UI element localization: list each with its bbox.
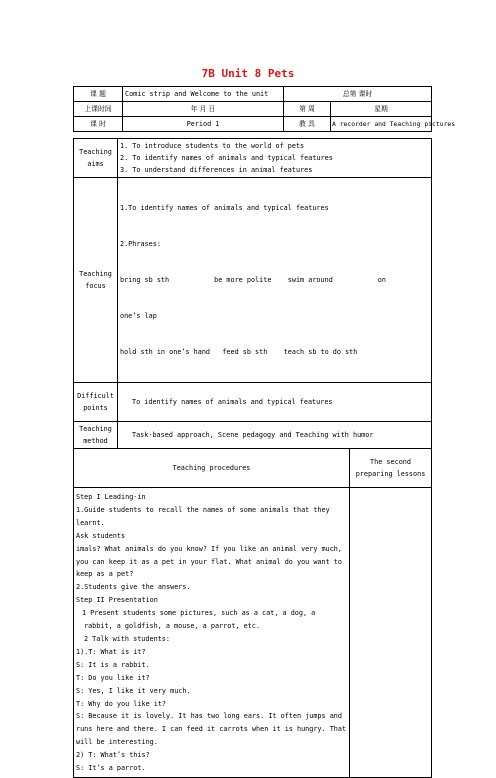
- procedure-line: Step I Leading-in: [76, 493, 146, 501]
- aims-item: 3. To understand differences in animal features: [120, 166, 313, 174]
- focus-line: 2.Phrases:: [120, 240, 161, 248]
- period-value: Period 1: [123, 117, 284, 132]
- week-label: 第 周: [284, 102, 331, 117]
- weekday-label: 星期: [331, 102, 432, 117]
- topic-value: Comic strip and Welcome to the unit: [123, 87, 284, 102]
- second-preparing-notes: [350, 488, 432, 778]
- procedure-line: 1 Present students some pictures, such as a cat, a dog, a rabbit, a goldfish, a mouse, a parrot, etc.: [82, 609, 316, 631]
- focus-line: bring sb sth be more polite swim around on: [120, 276, 386, 284]
- procedure-line: 2.Students give the answers.: [76, 583, 191, 592]
- procedure-line: 1.Guide students to recall the names of some animals that they learnt.: [76, 505, 330, 527]
- lesson-plan-table: [73, 138, 432, 778]
- tools-value: A recorder and Teaching pictures: [331, 117, 432, 132]
- difficult-value: To identify names of animals and typical features: [118, 383, 432, 422]
- procedure-line: T: Do you like it?: [76, 673, 150, 682]
- method-label: Teaching method: [74, 422, 118, 449]
- total-lessons-label: 总第 课时: [284, 87, 432, 102]
- method-value: Task-based approach, Scene pedagogy and Teaching with humor: [118, 422, 432, 449]
- procedure-line: T: Why do you like it?: [76, 699, 167, 708]
- topic-label: 课 题: [74, 87, 123, 102]
- aims-label: Teaching aims: [74, 139, 118, 178]
- procedures-header: Teaching procedures: [74, 449, 350, 488]
- focus-line: one’s lap: [120, 312, 157, 320]
- procedure-line: 2 Talk with students:: [84, 634, 170, 643]
- aims-item: 2. To identify names of animals and typical features: [120, 154, 333, 162]
- document-title: 7B Unit 8 Pets: [201, 67, 295, 80]
- focus-line: 1.To identify names of animals and typical features: [120, 204, 329, 212]
- procedure-line: 1).T: What is it?: [76, 647, 146, 656]
- procedure-line: S: Yes, I like it very much.: [76, 686, 191, 695]
- focus-label: Teaching focus: [74, 178, 118, 383]
- procedure-line: 2) T: What’s this?: [76, 751, 150, 760]
- date-label: 上课时间: [74, 102, 123, 117]
- period-label: 课 时: [74, 117, 123, 132]
- procedure-line: S: It is a rabbit.: [76, 660, 150, 669]
- procedure-line: Ask students: [76, 531, 126, 540]
- procedure-line: Step II Presentation: [76, 596, 158, 605]
- second-preparing-header: The second preparing lessons: [350, 449, 432, 488]
- procedure-line: S: Because it is lovely. It has two long ears. It often jumps and runs here and there. I can feed it carrots when it is hungry. That will be interesting.: [76, 712, 347, 747]
- lesson-header-table: [73, 86, 456, 132]
- date-value: 年 月 日: [123, 102, 284, 117]
- procedure-line: imals? What animals do you know? If you like an animal very much, you can keep it as a pet in your flat. What animal do you want to keep as a pet?: [76, 544, 342, 579]
- difficult-label: Difficult points: [74, 383, 118, 422]
- aims-item: 1. To introduce students to the world of pets: [120, 142, 305, 150]
- procedure-line: S: It’s a parrot.: [76, 764, 146, 773]
- tools-label: 教 具: [284, 117, 331, 132]
- focus-line: hold sth in one’s hand feed sb sth teach sb to do sth: [120, 348, 358, 356]
